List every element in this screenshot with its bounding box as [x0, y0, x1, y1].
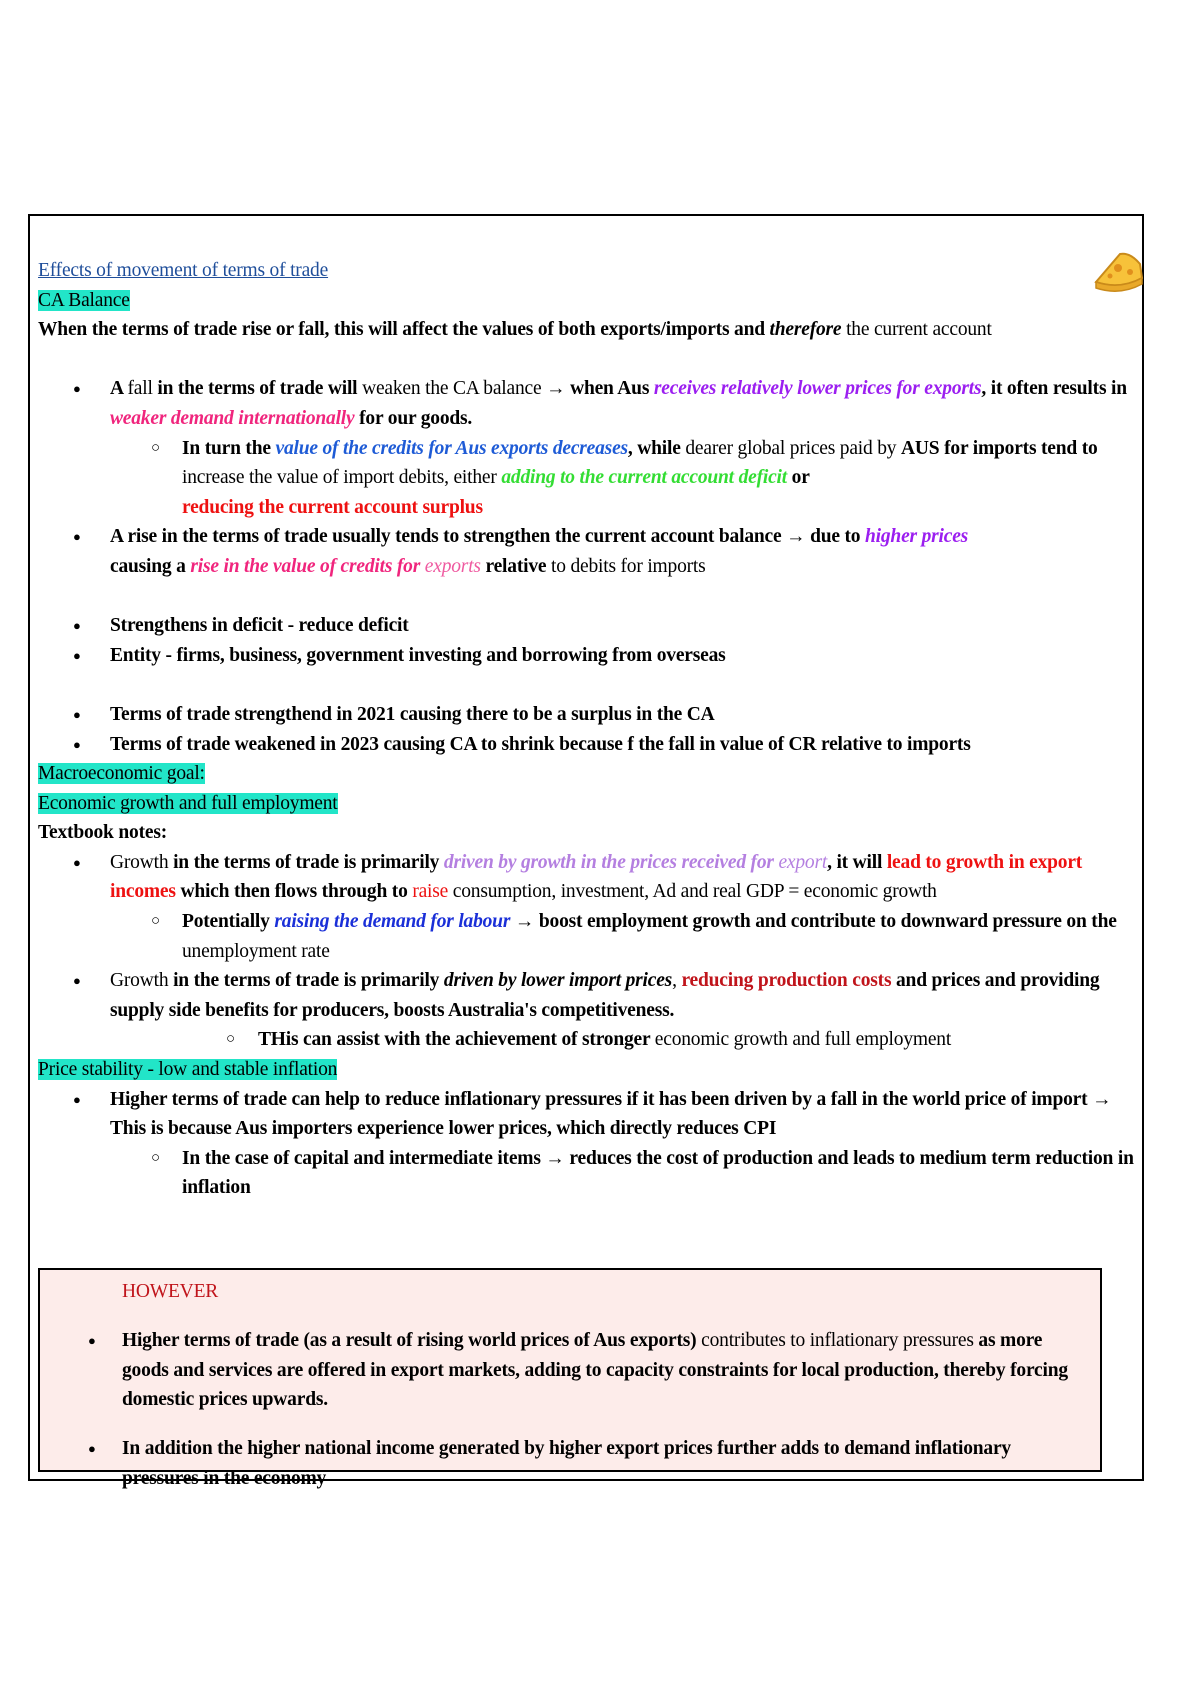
list-item: ● Entity - firms, business, government investing and borrowing from overseas	[38, 641, 1136, 671]
list-item: ● A rise in the terms of trade usually tends to strengthen the current account balance → due to higher prices causing a rise in the value of credits for exports relative to debits for imports	[38, 522, 1136, 581]
ca-intro: When the terms of trade rise or fall, this will affect the values of both exports/imports and therefore the current account	[38, 319, 992, 341]
list-item: ○ THis can assist with the achievement of stronger economic growth and full employment	[38, 1025, 1136, 1055]
list-item: ● A fall in the terms of trade will weaken the CA balance → when Aus receives relatively lower prices for exports, it often results in weaker demand internationally for our goods.	[38, 374, 1136, 433]
list-item: ● Growth in the terms of trade is primarily driven by growth in the prices received for export, it will lead to growth in export incomes which then flows through to raise consumption, investment, Ad and real GDP = economic growth	[38, 848, 1136, 907]
page-title[interactable]: Effects of movement of terms of trade	[38, 260, 329, 281]
list-item: ○ In turn the value of the credits for Aus exports decreases, while dearer global prices paid by AUS for imports tend to increase the value of import debits, either adding to the current account deficit or reducing the current account surplus	[38, 434, 1136, 523]
list-item: ● Higher terms of trade can help to reduce inflationary pressures if it has been driven by a fall in the world price of import → This is because Aus importers experience lower prices, which directly reduces CPI	[38, 1085, 1136, 1144]
list-item: ● Terms of trade strengthend in 2021 causing there to be a surplus in the CA	[38, 700, 1136, 730]
list-item: ● Growth in the terms of trade is primarily driven by lower import prices, reducing production costs and prices and providing supply side benefits for producers, boosts Australia's competitiveness.	[38, 966, 1136, 1025]
macro-heading: Macroeconomic goal:	[38, 763, 205, 785]
textbook-notes-label: Textbook notes:	[38, 822, 168, 844]
however-box	[38, 1268, 1102, 1489]
macro-subheading: Economic growth and full employment	[38, 792, 338, 814]
however-heading: HOWEVER	[122, 1281, 219, 1302]
list-item: ○ In the case of capital and intermediate items → reduces the cost of production and leads to medium term reduction in inflation	[38, 1144, 1136, 1203]
list-item: ● Higher terms of trade (as a result of rising world prices of Aus exports) contributes to inflationary pressures as more goods and services are offered in export markets, adding to capacity constraints for local production, thereby forcing domestic prices upwards.	[40, 1326, 1100, 1415]
list-item: ● Strengthens in deficit - reduce deficit	[38, 611, 1136, 641]
notes-content	[38, 256, 1136, 1203]
list-item: ● Terms of trade weakened in 2023 causing CA to shrink because f the fall in value of CR relative to imports	[38, 730, 1136, 760]
list-item: ● In addition the higher national income generated by higher export prices further adds to demand inflationary pressures in the economy	[40, 1434, 1100, 1493]
price-heading: Price stability - low and stable inflation	[38, 1059, 338, 1081]
list-item: ○ Potentially raising the demand for labour → boost employment growth and contribute to downward pressure on the unemployment rate	[38, 907, 1136, 966]
ca-heading: CA Balance	[38, 289, 130, 311]
